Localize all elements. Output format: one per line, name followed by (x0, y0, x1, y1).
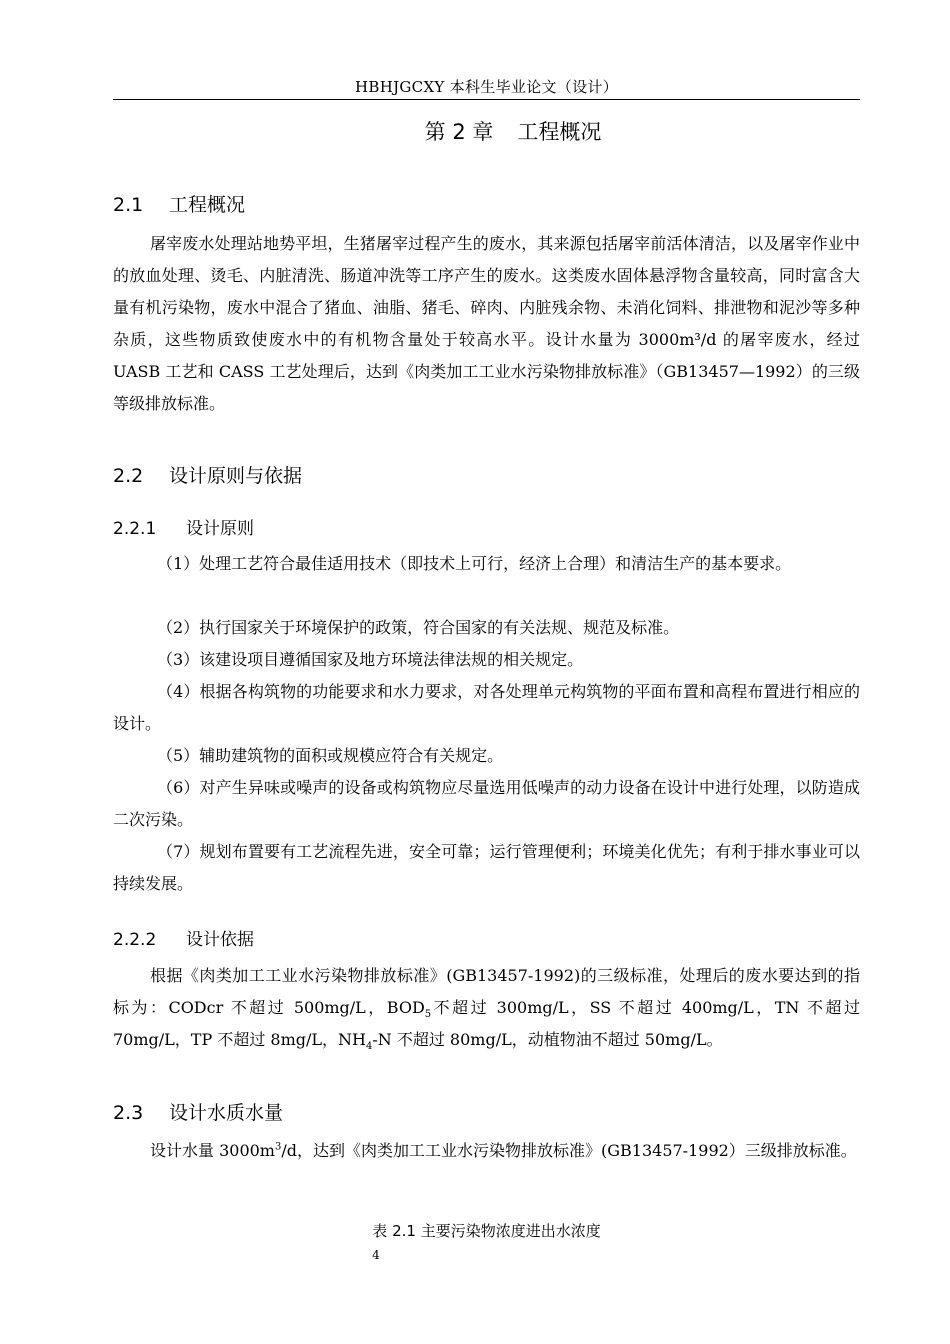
page-number: 4 (372, 1248, 380, 1262)
section-heading-2-2-2 (113, 925, 254, 950)
body-text: 根据《肉类加工工业水污染物排放标准》(GB13457-1992)的三级标准，处理后的废水要达到的指标为：CODcr 不超过 500mg/L，BOD (113, 966, 860, 1017)
principle-item: （7）规划布置要有工艺流程先进，安全可靠；运行管理便利；环境美化优先；有利于排水事业可以持续发展。 (113, 842, 860, 893)
section-number: 2.2.2 (113, 930, 157, 950)
principle-item: （3）该建设项目遵循国家及地方环境法律法规的相关规定。 (157, 650, 584, 669)
subscript: 4 (365, 1041, 373, 1053)
section-number: 2.3 (113, 1102, 144, 1124)
chapter-title (113, 116, 913, 146)
section-heading-2-2 (113, 461, 302, 488)
section-title: 设计原则与依据 (169, 465, 303, 487)
section-2-2-2-body (113, 960, 860, 1056)
chapter-number: 第 2 章 (424, 120, 494, 144)
section-title: 设计依据 (186, 930, 254, 950)
chapter-title-text: 工程概况 (517, 120, 602, 144)
section-2-1-body: 屠宰废水处理站地势平坦，生猪屠宰过程产生的废水，其来源包括屠宰前活体清洁，以及屠宰作业中的放血处理、烫毛、内脏清洗、肠道冲洗等工序产生的废水。这类废水固体悬浮物含量较高，同时富含大量有机污染物，废水中混合了猪血、油脂、猪毛、碎肉、内脏残余物、未消化饲料、排泄物和泥沙等多种杂质，这些物质致使废水中的有机物含量处于较高水平。设计水量为 3000m³/d 的屠宰废水，经过 UASB 工艺和 CASS 工艺处理后，达到《肉类加工工业水污染物排放标准》（GB13457—1992）的三级等级排放标准。 (113, 234, 860, 413)
body-text: /d，达到《肉类加工工业水污染物排放标准》(GB13457-1992）三级排放标准。 (281, 1141, 857, 1160)
section-number: 2.1 (113, 194, 144, 216)
running-header: HBHJGCXY 本科生毕业论文（设计） (354, 78, 618, 96)
table-caption: 表 2.1 主要污染物浓度进出水浓度 (372, 1222, 601, 1240)
section-title: 设计水质水量 (169, 1102, 284, 1124)
body-text: 不超过 300mg/L，SS 不超过 400mg/L，TN 不超过 70mg/L，TP 不超过 8mg/L，NH (113, 998, 860, 1049)
section-number: 2.2.1 (113, 519, 157, 539)
principle-item: （6）对产生异味或噪声的设备或构筑物应尽量选用低噪声的动力设备在设计中进行处理，以防造成二次污染。 (113, 778, 860, 829)
section-heading-2-1 (113, 190, 245, 217)
principle-item: （5）辅助建筑物的面积或规模应符合有关规定。 (157, 746, 504, 765)
section-title: 工程概况 (169, 194, 246, 216)
section-2-3-body (113, 1135, 860, 1167)
subscript: 5 (424, 1009, 432, 1021)
body-text: 设计水量 3000m (150, 1141, 275, 1160)
header-rule (113, 99, 860, 100)
section-heading-2-2-1 (113, 514, 254, 539)
principle-item: （2）执行国家关于环境保护的政策，符合国家的有关法规、规范及标准。 (157, 618, 680, 637)
superscript: 3 (274, 1141, 282, 1153)
section-number: 2.2 (113, 465, 144, 487)
principle-item: （1）处理工艺符合最佳适用技术（即技术上可行，经济上合理）和清洁生产的基本要求。 (157, 554, 792, 573)
body-text: -N 不超过 80mg/L，动植物油不超过 50mg/L。 (372, 1030, 723, 1049)
section-title: 设计原则 (186, 519, 254, 539)
principle-item: （4）根据各构筑物的功能要求和水力要求，对各处理单元构筑物的平面布置和高程布置进行相应的设计。 (113, 682, 860, 733)
section-heading-2-3 (113, 1098, 283, 1125)
